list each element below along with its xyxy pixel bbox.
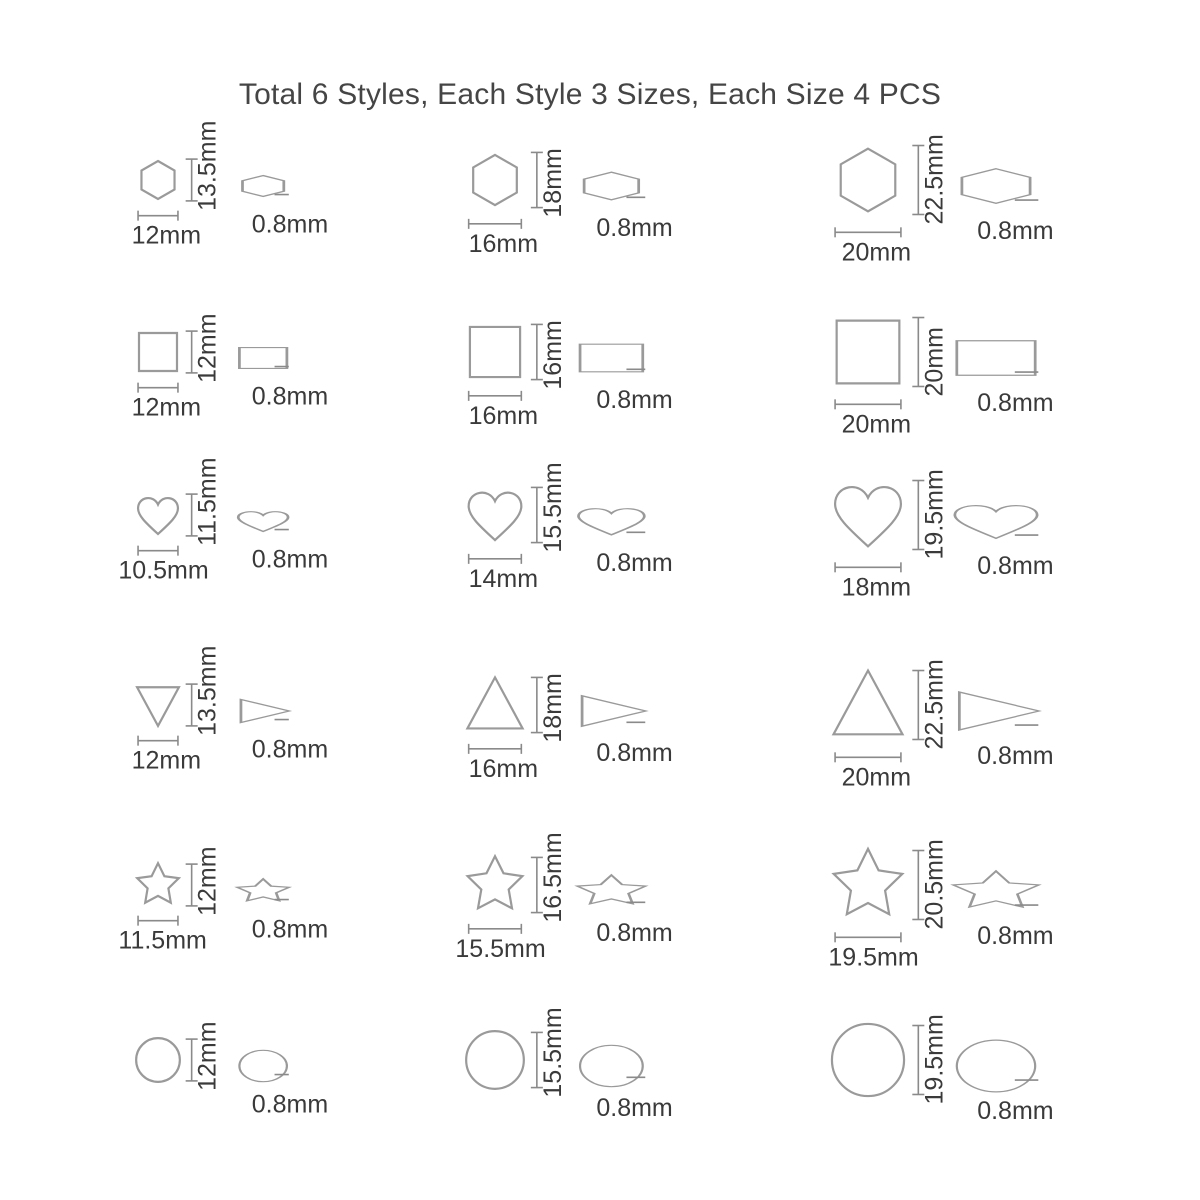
width-label: 12mm (131, 221, 202, 250)
width-label: 19.5mm (828, 943, 919, 972)
width-label: 16mm (468, 229, 539, 258)
square-size-3 (835, 318, 1054, 439)
thickness-label: 0.8mm (251, 1090, 329, 1119)
hexagon-size-2 (469, 148, 673, 258)
width-label: 12mm (131, 393, 202, 422)
width-label: 20mm (841, 410, 912, 439)
height-label: 18mm (538, 148, 567, 218)
heart-size-3 (835, 469, 1054, 601)
square-icon (139, 333, 177, 371)
heart-side-view (238, 512, 288, 532)
thickness-label: 0.8mm (596, 1093, 673, 1122)
square-side-view (957, 341, 1035, 375)
width-label: 11.5mm (118, 926, 207, 955)
hexagon-side-view (962, 169, 1030, 203)
circle-icon (466, 1031, 524, 1089)
width-label: 15.5mm (455, 934, 546, 963)
triangle-icon (834, 671, 903, 735)
square-side-view (239, 348, 287, 369)
height-label: 19.5mm (920, 469, 949, 560)
hexagon-side-view (584, 172, 639, 200)
height-label: 20.5mm (920, 839, 949, 930)
thickness-label: 0.8mm (977, 742, 1054, 771)
height-label: 15.5mm (538, 462, 567, 553)
star-side-view (953, 871, 1039, 907)
height-label: 12mm (193, 1021, 222, 1091)
height-label: 12mm (193, 846, 222, 916)
width-label: 14mm (468, 564, 539, 593)
star-side-view (577, 875, 646, 904)
thickness-label: 0.8mm (251, 735, 329, 764)
width-label: 16mm (468, 401, 539, 430)
hexagon-icon (841, 149, 896, 212)
heart-icon (138, 498, 178, 534)
height-label: 22.5mm (920, 134, 949, 225)
width-label: 10.5mm (118, 556, 209, 585)
star-size-2 (455, 832, 672, 963)
heart-side-view (955, 506, 1037, 539)
circle-icon (832, 1024, 904, 1096)
triangle-icon (137, 687, 179, 726)
heart-icon (835, 487, 901, 546)
height-label: 13.5mm (193, 120, 222, 211)
thickness-label: 0.8mm (251, 545, 329, 574)
height-label: 16mm (538, 320, 567, 390)
height-label: 22.5mm (920, 659, 949, 750)
hexagon-icon (473, 155, 517, 205)
hexagon-size-3 (835, 134, 1054, 266)
thickness-label: 0.8mm (977, 1097, 1054, 1126)
height-label: 16.5mm (538, 832, 567, 923)
thickness-label: 0.8mm (596, 213, 673, 242)
triangle-size-3 (834, 659, 1054, 791)
thickness-label: 0.8mm (596, 548, 673, 577)
triangle-size-1 (132, 646, 329, 775)
circle-side-view (957, 1040, 1035, 1092)
thickness-label: 0.8mm (596, 385, 673, 414)
star-icon (137, 863, 179, 903)
thickness-label: 0.8mm (977, 552, 1054, 581)
circle-side-view (239, 1050, 287, 1081)
hexagon-icon (141, 161, 174, 199)
heart-size-1 (118, 457, 328, 584)
square-size-2 (469, 320, 673, 430)
star-side-view (237, 879, 289, 901)
width-label: 18mm (841, 573, 912, 602)
thickness-label: 0.8mm (596, 738, 673, 767)
height-label: 13.5mm (193, 645, 222, 736)
heart-side-view (578, 509, 644, 535)
star-size-3 (828, 839, 1053, 971)
triangle-icon (467, 677, 522, 728)
circle-icon (136, 1038, 180, 1082)
hexagon-size-1 (132, 121, 329, 250)
heart-icon (469, 493, 522, 540)
width-label: 20mm (841, 238, 912, 267)
height-label: 12mm (193, 313, 222, 383)
thickness-label: 0.8mm (596, 918, 673, 947)
thickness-label: 0.8mm (977, 922, 1054, 951)
thickness-label: 0.8mm (251, 382, 329, 411)
thickness-label: 0.8mm (977, 389, 1054, 418)
width-label: 20mm (841, 763, 912, 792)
circle-size-2 (466, 1007, 673, 1122)
height-label: 20mm (920, 327, 949, 397)
star-size-1 (118, 846, 328, 954)
thickness-label: 0.8mm (977, 217, 1054, 246)
hexagon-side-view (242, 176, 283, 197)
square-size-1 (132, 313, 329, 421)
height-label: 15.5mm (538, 1007, 567, 1098)
heart-size-2 (469, 462, 673, 593)
circle-side-view (580, 1045, 643, 1086)
page-title: Total 6 Styles, Each Style 3 Sizes, Each Size 4 PCS (238, 78, 942, 111)
thickness-label: 0.8mm (251, 915, 329, 944)
height-label: 19.5mm (920, 1014, 949, 1105)
star-icon (468, 856, 523, 908)
circle-size-3 (832, 1014, 1054, 1125)
square-icon (837, 321, 900, 384)
thickness-label: 0.8mm (251, 210, 329, 239)
height-label: 18mm (538, 673, 567, 743)
circle-size-1 (136, 1021, 328, 1118)
square-icon (470, 327, 520, 377)
triangle-size-2 (467, 673, 672, 783)
height-label: 11.5mm (193, 457, 222, 546)
width-label: 16mm (468, 754, 539, 783)
square-side-view (580, 344, 643, 372)
width-label: 12mm (131, 746, 202, 775)
star-icon (834, 849, 903, 914)
triangle-side-view (959, 692, 1039, 730)
